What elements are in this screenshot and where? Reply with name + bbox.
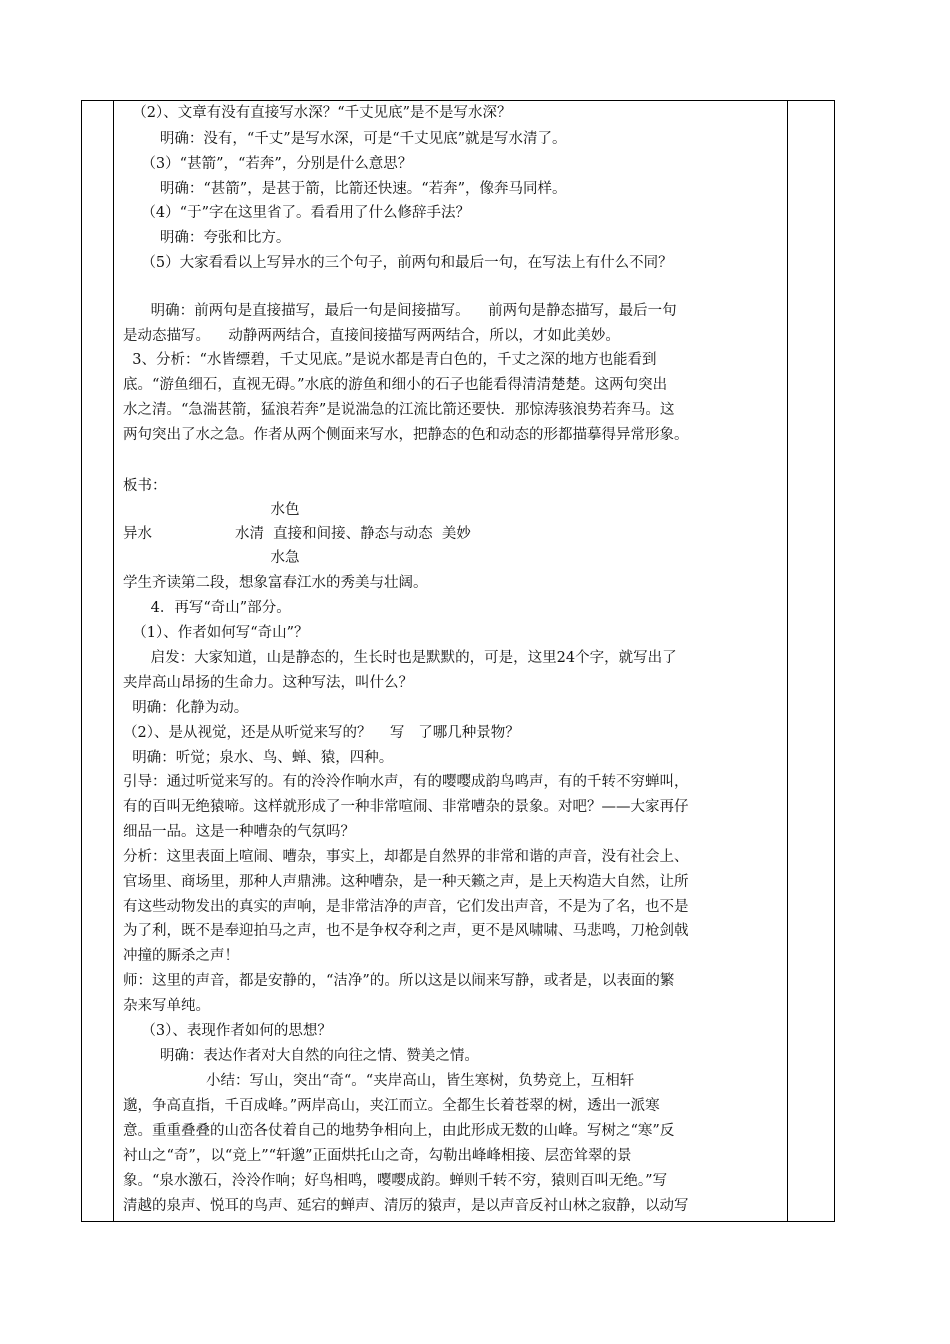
text-line: 启发：大家知道，山是静态的，生长时也是默默的，可是，这里24个字，就写出了 (123, 650, 677, 666)
text-line: 引导：通过听觉来写的。有的泠泠作响水声，有的嘤嘤成韵鸟鸣声，有的千转不穷蝉叫， (123, 774, 689, 790)
text-line: 明确：没有，“千丈”是写水深，可是“千丈见底”就是写水清了。 (123, 131, 567, 147)
text-line: 杂来写单纯。 (123, 998, 210, 1014)
text-line: 水之清。“急湍甚箭，猛浪若奔”是说湍急的江流比箭还要快．那惊涛骇浪势若奔马。这 (123, 402, 675, 418)
text-line: 细品一品。这是一种嘈杂的气氛吗？ (123, 824, 355, 840)
text-line: （2）、文章有没有直接写水深？“千丈见底”是不是写水深？ (123, 105, 512, 121)
text-line: （5）大家看看以上写异水的三个句子，前两句和最后一句，在写法上有什么不同？ (123, 255, 673, 271)
text-line: 明确：“甚箭”，是甚于箭，比箭还快速。“若奔”，像奔马同样。 (123, 181, 567, 197)
text-line: 小结：写山，突出“奇“。“夹岸高山，皆生寒树，负势竞上，互相轩 (123, 1073, 635, 1089)
text-line: 为了利，既不是奉迎拍马之声，也不是争权夺利之声，更不是风啸啸、马悲鸣，刀枪剑戟 (123, 923, 689, 939)
text-line: 是动态描写。 动静两两结合，直接间接描写两两结合，所以，才如此美妙。 (123, 328, 620, 344)
board-line: 水急 (123, 550, 300, 566)
text-line: 明确：听觉；泉水、鸟、蝉、猿，四种。 (123, 750, 394, 766)
text-line: （3）、表现作者如何的思想？ (123, 1023, 332, 1039)
text-line: 明确：表达作者对大自然的向往之情、赞美之情。 (123, 1048, 479, 1064)
text-line: 有的百叫无绝猿啼。这样就形成了一种非常喧闹、非常嘈杂的景象。对吧？——大家再仔 (123, 799, 689, 815)
text-line: （2）、是从视觉，还是从听觉来写的？ 写 了哪几种景物？ (123, 725, 520, 741)
text-line: 两句突出了水之急。作者从两个侧面来写水，把静态的色和动态的形都描摹得异常形象。 (123, 427, 689, 443)
text-line: 底。“游鱼细石，直视无碍。”水底的游鱼和细小的石子也能看得清清楚楚。这两句突出 (123, 377, 668, 393)
text-line: （1）、作者如何写“奇山”？ (123, 625, 309, 641)
text-line: 学生齐读第二段，想象富春江水的秀美与壮阔。 (123, 575, 428, 591)
board-line: 水色 (123, 502, 300, 518)
lesson-content (123, 101, 788, 1221)
text-line: 清越的泉声、悦耳的鸟声、延宕的蝉声、清厉的猿声，是以声音反衬山林之寂静，以动写 (123, 1198, 689, 1214)
board-title: 板书： (123, 478, 167, 494)
text-line: （3）“甚箭”，“若奔”，分别是什么意思？ (123, 156, 413, 172)
text-line: 明确：化静为动。 (123, 700, 249, 716)
text-line: （4）“于”字在这里省了。看看用了什么修辞手法？ (123, 205, 470, 221)
text-line: 意。重重叠叠的山峦各仗着自己的地势争相向上，由此形成无数的山峰。写树之“寒”反 (123, 1123, 675, 1139)
text-line: 师：这里的声音，都是安静的，“洁净”的。所以这是以闹来写静，或者是，以表面的繁 (123, 973, 675, 989)
text-line: 邈，争高直指，千百成峰。”两岸高山，夹江而立。全都生长着苍翠的树，透出一派寒 (123, 1098, 660, 1114)
text-line: 4．再写“奇山”部分。 (123, 600, 291, 616)
text-line: 分析：这里表面上喧闹、嘈杂，事实上，却都是自然界的非常和谐的声音，没有社会上、 (123, 849, 689, 865)
text-line: 冲撞的厮杀之声！ (123, 948, 239, 964)
text-line: 明确：夸张和比方。 (123, 230, 291, 246)
board-line: 异水 水清 直接和间接、静态与动态 美妙 (123, 526, 471, 542)
text-line: 夹岸高山昂扬的生命力。这种写法，叫什么？ (123, 675, 413, 691)
text-line: 3、分析：“水皆缥碧，千丈见底。”是说水都是青白色的，千丈之深的地方也能看到 (123, 352, 657, 368)
text-line: 有这些动物发出的真实的声响，是非常洁净的声音，它们发出声音，不是为了名，也不是 (123, 899, 689, 915)
text-line: 明确：前两句是直接描写，最后一句是间接描写。 前两句是静态描写，最后一句 (123, 303, 677, 319)
text-line: 衬山之“奇”，以“竞上”“轩邈”正面烘托山之奇，勾勒出峰峰相接、层峦耸翠的景 (123, 1148, 632, 1164)
text-line: 官场里、商场里，那种人声鼎沸。这种嘈杂，是一种天籁之声，是上天构造大自然，让所 (123, 874, 689, 890)
column-divider-left (113, 101, 114, 1221)
text-line: 象。“泉水激石，泠泠作响；好鸟相鸣，嘤嘤成韵。蝉则千转不穷，猿则百叫无绝。”写 (123, 1173, 668, 1189)
